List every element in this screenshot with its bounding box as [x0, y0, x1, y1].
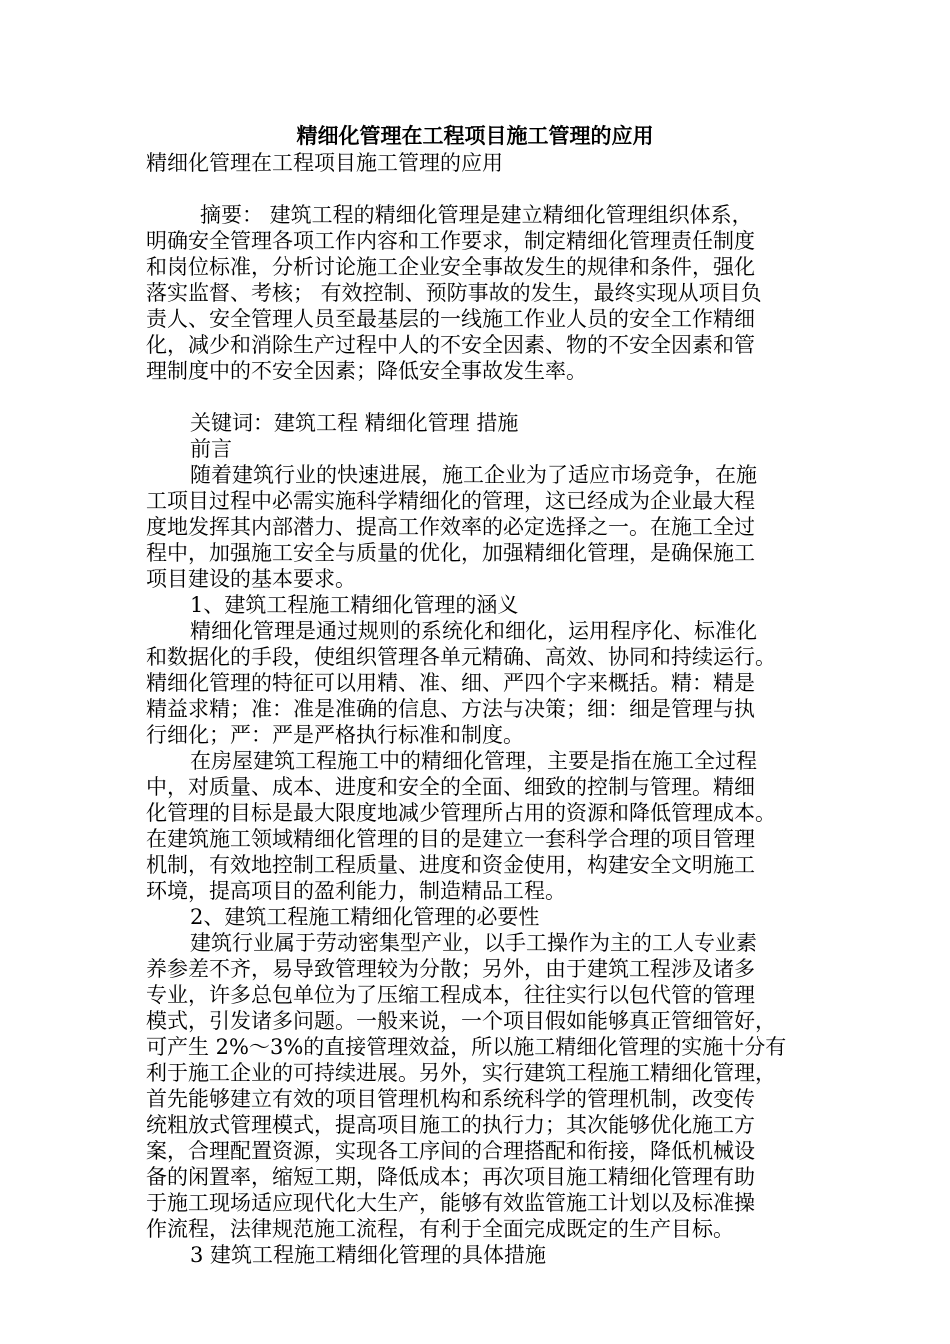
section-heading: 1、建筑工程施工精细化管理的涵义 — [190, 593, 519, 617]
abstract-line: 化，减少和消除生产过程中人的不安全因素、物的不安全因素和管 — [146, 333, 755, 357]
document-subtitle: 精细化管理在工程项目施工管理的应用 — [146, 151, 503, 175]
abstract-line: 责人、安全管理人员至最基层的一线施工作业人员的安全工作精细 — [146, 307, 755, 331]
abstract-line: 和岗位标准，分析讨论施工企业安全事故发生的规律和条件，强化 — [146, 255, 755, 279]
section1-line: 在建筑施工领域精细化管理的目的是建立一套科学合理的项目管理 — [146, 827, 755, 851]
section1-line: 机制，有效地控制工程质量、进度和资金使用，构建安全文明施工 — [146, 853, 755, 877]
section2-line: 统粗放式管理模式，提高项目施工的执行力；其次能够优化施工方 — [146, 1113, 755, 1137]
section2-line: 利于施工企业的可持续进展。另外，实行建筑工程施工精细化管理， — [146, 1061, 776, 1085]
section2-line: 养参差不齐，易导致管理较为分散；另外，由于建筑工程涉及诸多 — [146, 957, 755, 981]
abstract-line: 摘要： 建筑工程的精细化管理是建立精细化管理组织体系， — [200, 203, 753, 227]
section1-line: 中，对质量、成本、进度和安全的全面、细致的控制与管理。精细 — [146, 775, 755, 799]
preface-line: 度地发挥其内部潜力、提高工作效率的必定选择之一。在施工全过 — [146, 515, 755, 539]
section2-line: 于施工现场适应现代化大生产，能够有效监管施工计划以及标准操 — [146, 1191, 755, 1215]
preface-line: 随着建筑行业的快速进展，施工企业为了适应市场竞争，在施 — [190, 463, 757, 487]
section2-line: 专业，许多总包单位为了压缩工程成本，往往实行以包代管的管理 — [146, 983, 755, 1007]
preface-heading: 前言 — [190, 437, 232, 461]
section1-line: 在房屋建筑工程施工中的精细化管理，主要是指在施工全过程 — [190, 749, 757, 773]
section1-line: 和数据化的手段，使组织管理各单元精确、高效、协同和持续运行。 — [146, 645, 776, 669]
section1-line: 精细化管理是通过规则的系统化和细化，运用程序化、标准化 — [190, 619, 757, 643]
abstract-line: 理制度中的不安全因素；降低安全事故发生率。 — [146, 359, 587, 383]
abstract-line: 明确安全管理各项工作内容和工作要求，制定精细化管理责任制度 — [146, 229, 755, 253]
document-title: 精细化管理在工程项目施工管理的应用 — [296, 123, 654, 148]
section1-line: 精益求精；准：准是准确的信息、方法与决策；细：细是管理与执 — [146, 697, 755, 721]
section2-line: 案，合理配置资源，实现各工序间的合理搭配和衔接，降低机械设 — [146, 1139, 755, 1163]
section1-line: 环境，提高项目的盈利能力，制造精品工程。 — [146, 879, 566, 903]
section2-line: 可产生 2%～3%的直接管理效益，所以施工精细化管理的实施十分有 — [146, 1035, 787, 1059]
section2-line: 备的闲置率，缩短工期，降低成本；再次项目施工精细化管理有助 — [146, 1165, 755, 1189]
section2-line: 模式，引发诸多问题。一般来说，一个项目假如能够真正管细管好， — [146, 1009, 776, 1033]
preface-line: 程中，加强施工安全与质量的优化，加强精细化管理，是确保施工 — [146, 541, 755, 565]
section-heading: 2、建筑工程施工精细化管理的必要性 — [190, 905, 540, 929]
section1-line: 行细化；严：严是严格执行标准和制度。 — [146, 723, 524, 747]
preface-line: 项目建设的基本要求。 — [146, 567, 356, 591]
keywords-line: 关键词：建筑工程 精细化管理 措施 — [190, 411, 519, 435]
section1-line: 精细化管理的特征可以用精、准、细、严四个字来概括。精：精是 — [146, 671, 755, 695]
section1-line: 化管理的目标是最大限度地减少管理所占用的资源和降低管理成本。 — [146, 801, 776, 825]
abstract-line: 落实监督、考核； 有效控制、预防事故的发生，最终实现从项目负 — [146, 281, 762, 305]
section2-line: 作流程，法律规范施工流程，有利于全面完成既定的生产目标。 — [146, 1217, 734, 1241]
section2-line: 首先能够建立有效的项目管理机构和系统科学的管理机制，改变传 — [146, 1087, 755, 1111]
preface-line: 工项目过程中必需实施科学精细化的管理，这已经成为企业最大程 — [146, 489, 755, 513]
section2-line: 建筑行业属于劳动密集型产业，以手工操作为主的工人专业素 — [190, 931, 757, 955]
section-heading: 3 建筑工程施工精细化管理的具体措施 — [190, 1243, 547, 1267]
